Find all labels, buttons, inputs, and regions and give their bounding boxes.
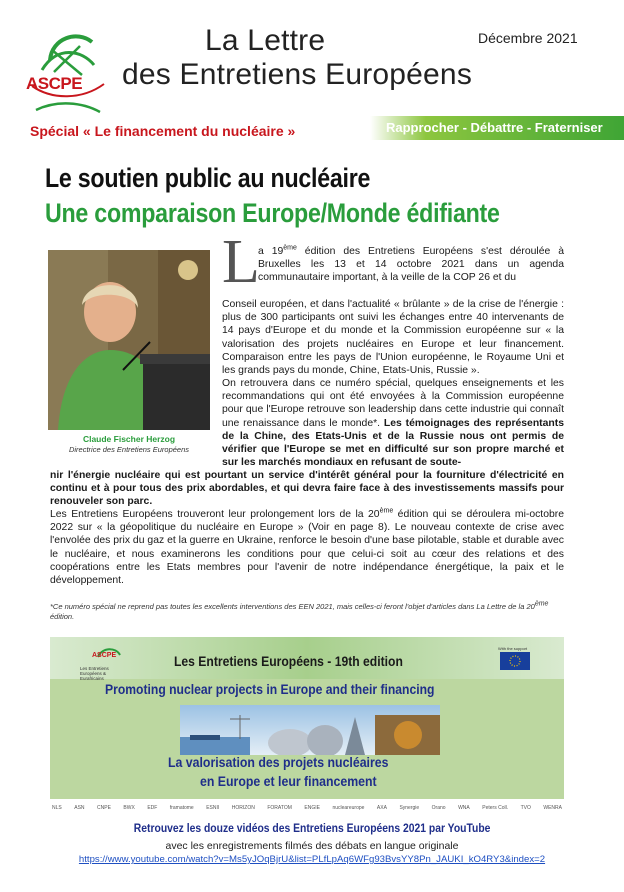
headline-sub: Une comparaison Europe/Monde édifiante xyxy=(45,198,500,228)
sponsor-logo: WENRA xyxy=(543,805,562,811)
sponsor-logo: TVO xyxy=(520,805,531,811)
sponsor-logo: EDF xyxy=(147,805,158,811)
photo-caption-name: Claude Fischer Herzog xyxy=(82,434,176,444)
sponsor-logo: HORIZON xyxy=(231,805,255,811)
banner-photo-collage xyxy=(180,705,440,755)
banner-logo xyxy=(92,645,126,665)
banner-title: Les Entretiens Européens - 19th edition xyxy=(174,654,403,669)
eu-flag-icon xyxy=(500,652,530,670)
sponsor-logo: Peters Coll. xyxy=(482,805,509,811)
issue-date: Décembre 2021 xyxy=(478,30,578,46)
footnote: *Ce numéro spécial ne reprend pas toutes les excellents interventions des EEN 2021, mais celles-ci feront l'objet d'articles dans La Lettre de la 20ème édition. xyxy=(50,600,549,621)
speaker-photo xyxy=(48,250,210,430)
sponsor-logo: FORATOM xyxy=(267,805,292,811)
sponsor-logo: WNA xyxy=(458,805,470,811)
sponsor-logo: BWX xyxy=(123,805,135,811)
sponsor-logo: AXA xyxy=(376,805,387,811)
sponsor-logo: ENGIE xyxy=(304,805,320,811)
banner-valorisation-line2: en Europe et leur financement xyxy=(200,773,377,789)
banner-promo-title: Promoting nuclear projects in Europe and their financing xyxy=(105,682,435,697)
youtube-heading: Retrouvez les douze vidéos des Entretiens Européens 2021 par YouTube xyxy=(133,823,491,835)
sponsor-logo: NLS xyxy=(52,805,62,811)
banner-logo-subtitle: Les Entretiens Européens & Eurafricains xyxy=(80,666,109,681)
paragraph-1-cont: Conseil européen, et dans l'actualité « brûlante » de la crise de l'énergie : plus de 300 participants ont suivi les échanges entre 40 intervenants de 14 pays d'Europe et du monde et la Commission européenne sur « la valorisation des projets nucléaires en Europe et leur financement. Comparaison entre les pays de l'Union européenne, le Royaume Uni et les grands pays du monde, Chine, Etats-Unis, Russie ». xyxy=(222,299,564,377)
sponsor-logo: Orano xyxy=(431,805,446,811)
sponsor-logo: CNPE xyxy=(97,805,111,811)
banner-logo-text: ASCPE xyxy=(92,652,117,659)
photo-caption-role: Directrice des Entretiens Européens xyxy=(68,445,190,454)
banner-valorisation-line1: La valorisation des projets nucléaires xyxy=(168,754,389,770)
sponsor-logo: framatome xyxy=(169,805,194,811)
logo-text: ASCPE xyxy=(26,74,83,93)
youtube-subtitle: avec les enregistrements filmés des débats en langue originale xyxy=(165,840,459,852)
headline-main: Le soutien public au nucléaire xyxy=(45,163,371,193)
paragraph-3: Les Entretiens Européens trouveront leur prolongement lors de la 20ème édition qui se déroulera mi-octobre 2022 sur « la géopolitique du nucléaire en Europe » (Voir en page 8). Le nouveau contexte de crise avec l'envolée des prix du gaz et la guerre en Ukraine, renforce le besoin d'une base pilotable, stable et durable avec le nucléaire, et nous examinerons les conditions pour que celui-ci soit au cœur des relations et des coopérations entre les Etats membres pour l'avenir de notre indépendance énergétique, la paix et le développement. xyxy=(50,507,564,587)
ascpe-logo-icon xyxy=(22,20,112,115)
newsletter-title-line2: des Entretiens Européens xyxy=(122,58,473,91)
newsletter-title-line1: La Lettre xyxy=(205,24,326,57)
sponsor-logo: ESNII xyxy=(206,805,220,811)
paragraph-1-intro: a 19ème édition des Entretiens Européens s'est déroulée à Bruxelles les 13 et 14 octobre 2021 dans un agenda communautaire important, à la veille de la COP 26 et du xyxy=(258,244,564,284)
paragraph-2-cont: nir l'énergie nucléaire qui est pourtant un service d'intérêt général pour la fourniture d'électricité en continu et à pour tous des prix abordables, et qui devra faire face à des investissements massifs pour renouveler son parc. xyxy=(50,470,564,508)
special-issue-label: Spécial « Le financement du nucléaire » xyxy=(30,123,296,139)
tagline: Rapprocher - Débattre - Fraterniser xyxy=(386,120,603,135)
sponsor-logo: ASN xyxy=(74,805,85,811)
paragraph-2: On retrouvera dans ce numéro spécial, quelques enseignements et les recommandations qui ont été envoyées à la Commission européenne pour que l'Europe retrouve son leadership dans cette industrie qui connaît une renaissance dans le monde*. Les témoignages des représentants de la Chine, des Etats-Unis et de la Russie nous ont permis de vérifier que l'Europe se met en difficulté sur son propre marché et sur les marchés mondiaux en refusant de soute- xyxy=(222,378,564,469)
ascpe-logo xyxy=(22,20,112,115)
drop-cap: L xyxy=(222,228,260,296)
sponsor-logos-row xyxy=(52,801,562,815)
eu-support-label: With the support xyxy=(498,646,528,651)
youtube-link[interactable]: https://www.youtube.com/watch?v=Ms5yJOqBjrU&list=PLfLpAq6WFg93BvsYY8Pn_JAUKI_kO4RY3&index=2 xyxy=(78,854,546,865)
sponsor-logo: Synergie xyxy=(399,805,420,811)
sponsor-logo: nucleareurope xyxy=(332,805,365,811)
